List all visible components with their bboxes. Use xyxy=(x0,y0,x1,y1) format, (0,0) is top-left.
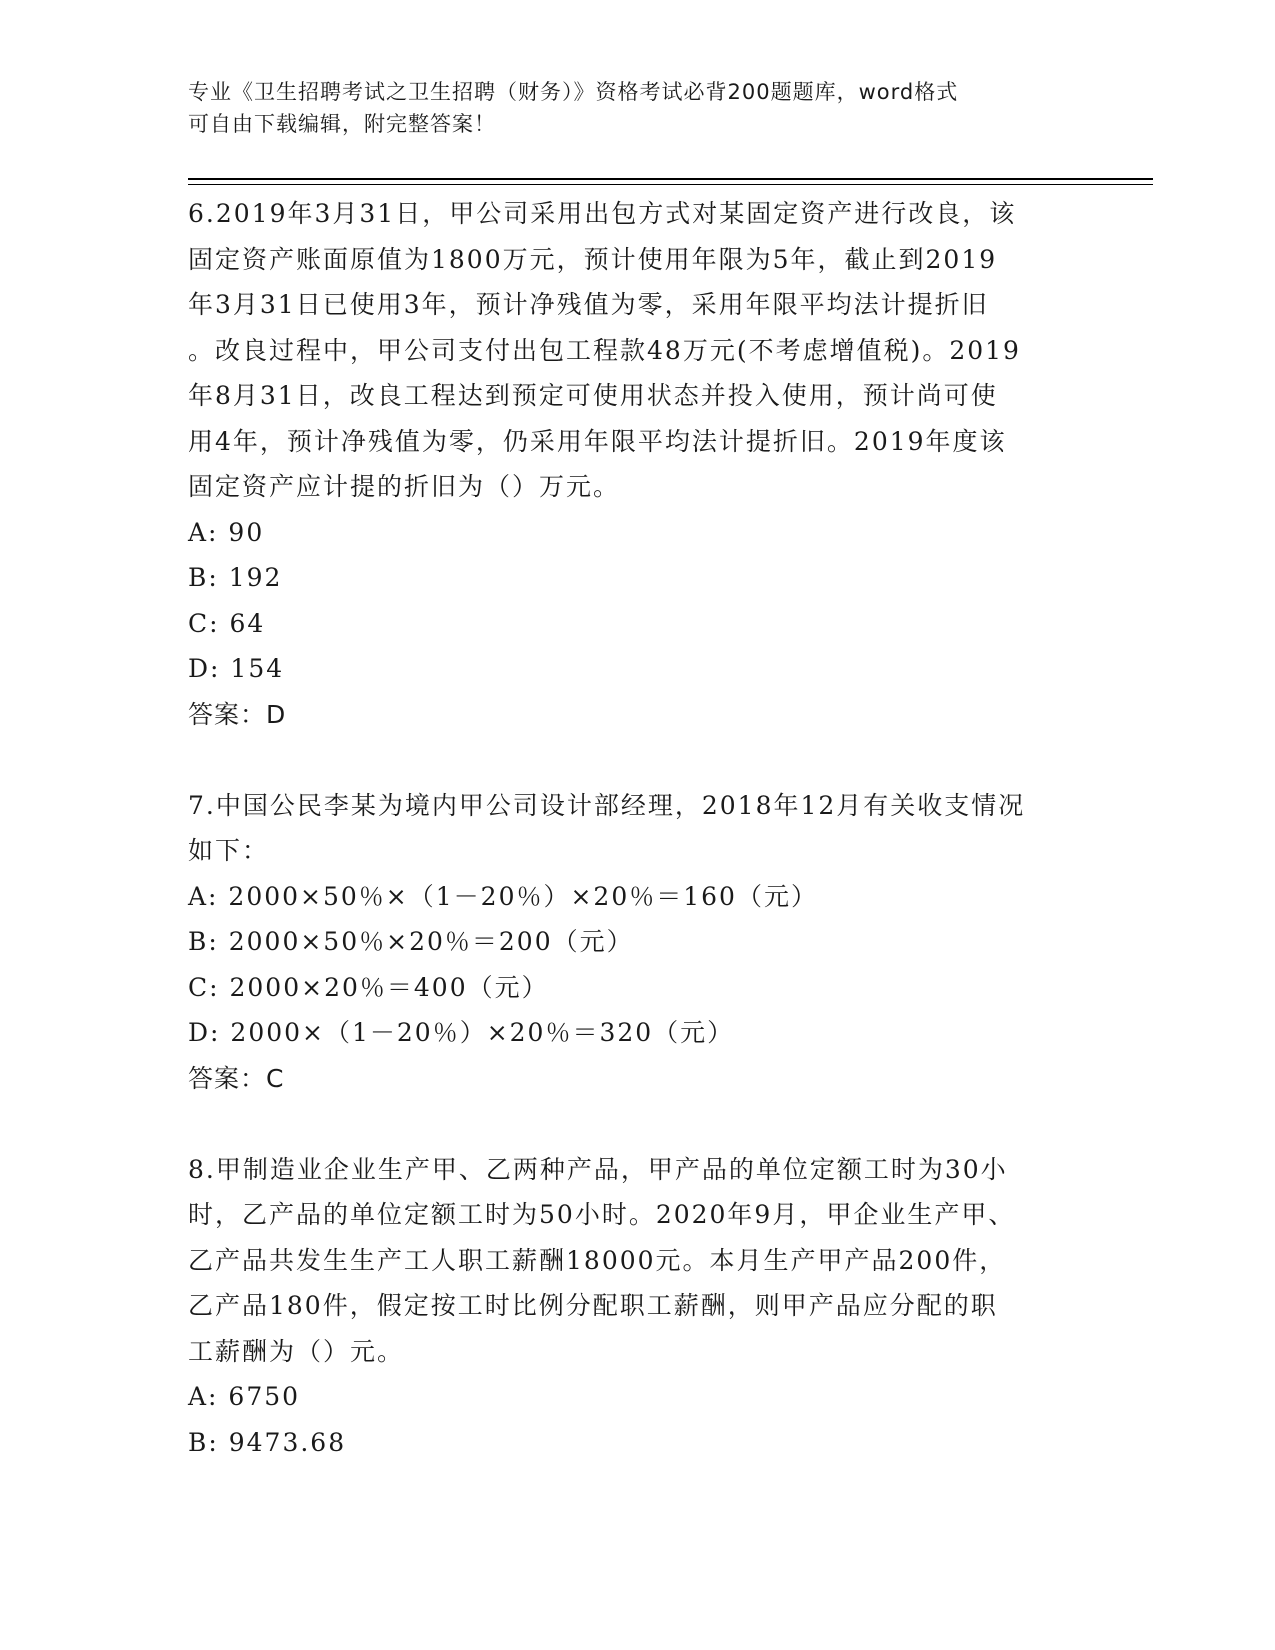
option-a: A: 2000×50％×（1－20％）×20％＝160（元） xyxy=(188,881,818,911)
question-stem-line: 。改良过程中，甲公司支付出包工程款48万元(不考虑增值税)。2019 xyxy=(188,335,1021,365)
question-stem-line: 如下： xyxy=(188,836,270,865)
question-spacer xyxy=(188,737,1088,783)
question-list xyxy=(188,191,1088,1465)
question-stem-line: 工薪酬为（）元。 xyxy=(188,1336,405,1366)
question-stem-line: 用4年，预计净残值为零，仍采用年限平均法计提折旧。2019年度该 xyxy=(188,426,1007,456)
question-7 xyxy=(188,783,1088,1102)
question-stem-line: 6.2019年3月31日，甲公司采用出包方式对某固定资产进行改良，该 xyxy=(188,199,1017,228)
option-d: D: 2000×（1－20％）×20％＝320（元） xyxy=(188,1018,735,1047)
option-a: A: 6750 xyxy=(188,1382,301,1411)
question-8 xyxy=(188,1147,1088,1466)
option-a: A: 90 xyxy=(188,517,265,547)
header-rule-thick xyxy=(188,178,1153,180)
answer-line: 答案：D xyxy=(188,699,287,729)
header-rule-thin xyxy=(188,184,1153,185)
header-line-1: 专业《卫生招聘考试之卫生招聘（财务）》资格考试必背200题题库，word格式 xyxy=(188,80,959,104)
question-stem-line: 7.中国公民李某为境内甲公司设计部经理，2018年12月有关收支情况 xyxy=(188,790,1026,820)
question-stem-line: 乙产品180件，假定按工时比例分配职工薪酬，则甲产品应分配的职 xyxy=(188,1291,998,1320)
option-b: B: 9473.68 xyxy=(188,1427,347,1457)
question-stem-line: 固定资产应计提的折旧为（）万元。 xyxy=(188,472,621,501)
question-stem-line: 年3月31日已使用3年，预计净残值为零，采用年限平均法计提折旧 xyxy=(188,290,989,319)
option-b: B: 2000×50％×20％＝200（元） xyxy=(188,927,634,956)
question-spacer xyxy=(188,1101,1088,1147)
question-stem-line: 时，乙产品的单位定额工时为50小时。2020年9月，甲企业生产甲、 xyxy=(188,1200,1016,1229)
option-c: C: 2000×20％＝400（元） xyxy=(188,972,549,1002)
header-line-2: 可自由下载编辑，附完整答案！ xyxy=(188,112,496,136)
answer-line: 答案：C xyxy=(188,1063,285,1093)
question-stem-line: 乙产品共发生生产工人职工薪酬18000元。本月生产甲产品200件， xyxy=(188,1245,1007,1275)
question-6 xyxy=(188,191,1088,737)
question-stem-line: 8.甲制造业企业生产甲、乙两种产品，甲产品的单位定额工时为30小 xyxy=(188,1154,1008,1184)
option-d: D: 154 xyxy=(188,654,285,683)
document-header xyxy=(188,76,1088,140)
option-b: B: 192 xyxy=(188,563,283,592)
question-stem-line: 固定资产账面原值为1800万元，预计使用年限为5年，截止到2019 xyxy=(188,244,998,274)
option-c: C: 64 xyxy=(188,608,266,638)
question-stem-line: 年8月31日，改良工程达到预定可使用状态并投入使用，预计尚可使 xyxy=(188,381,998,410)
